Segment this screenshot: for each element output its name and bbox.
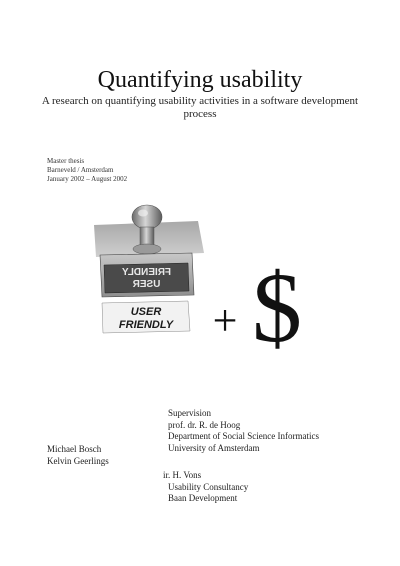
thesis-meta [47,157,127,184]
meta-location: Barneveld / Amsterdam [47,166,114,174]
authors-block [47,444,109,467]
supervision-block-a [168,408,319,454]
document-subtitle: A research on quantifying usability activities in a software development process [41,95,359,120]
author-name: Michael Bosch [47,444,102,454]
cover-illustration [92,203,322,373]
supervision-block-b [163,470,248,505]
supervisor-a-university: University of Amsterdam [168,442,260,453]
meta-type: Master thesis [47,157,85,165]
stamp-print-top: USER [130,306,162,318]
supervisor-a-name: prof. dr. R. de Hoog [168,419,241,430]
supervisor-b-name: ir. H. Vons [163,470,202,480]
stamp-print-bottom: FRIENDLY [118,319,174,331]
stamp-mirror-top: FRIENDLY [121,267,172,278]
stamp-mirror-bottom: USER [132,279,161,290]
dollar-sign: $ [252,252,302,363]
supervisor-a-department: Department of Social Science Informatics [168,431,319,441]
supervisor-b-department: Usability Consultancy [168,481,249,492]
rubber-stamp-icon [94,205,204,333]
supervision-heading: Supervision [168,408,212,418]
author-name: Kelvin Geerlings [47,455,109,466]
meta-period: January 2002 – August 2002 [47,175,128,183]
supervisor-b-organization: Baan Development [168,493,238,503]
document-title: Quantifying usability [97,67,303,93]
plus-sign: + [212,296,238,345]
